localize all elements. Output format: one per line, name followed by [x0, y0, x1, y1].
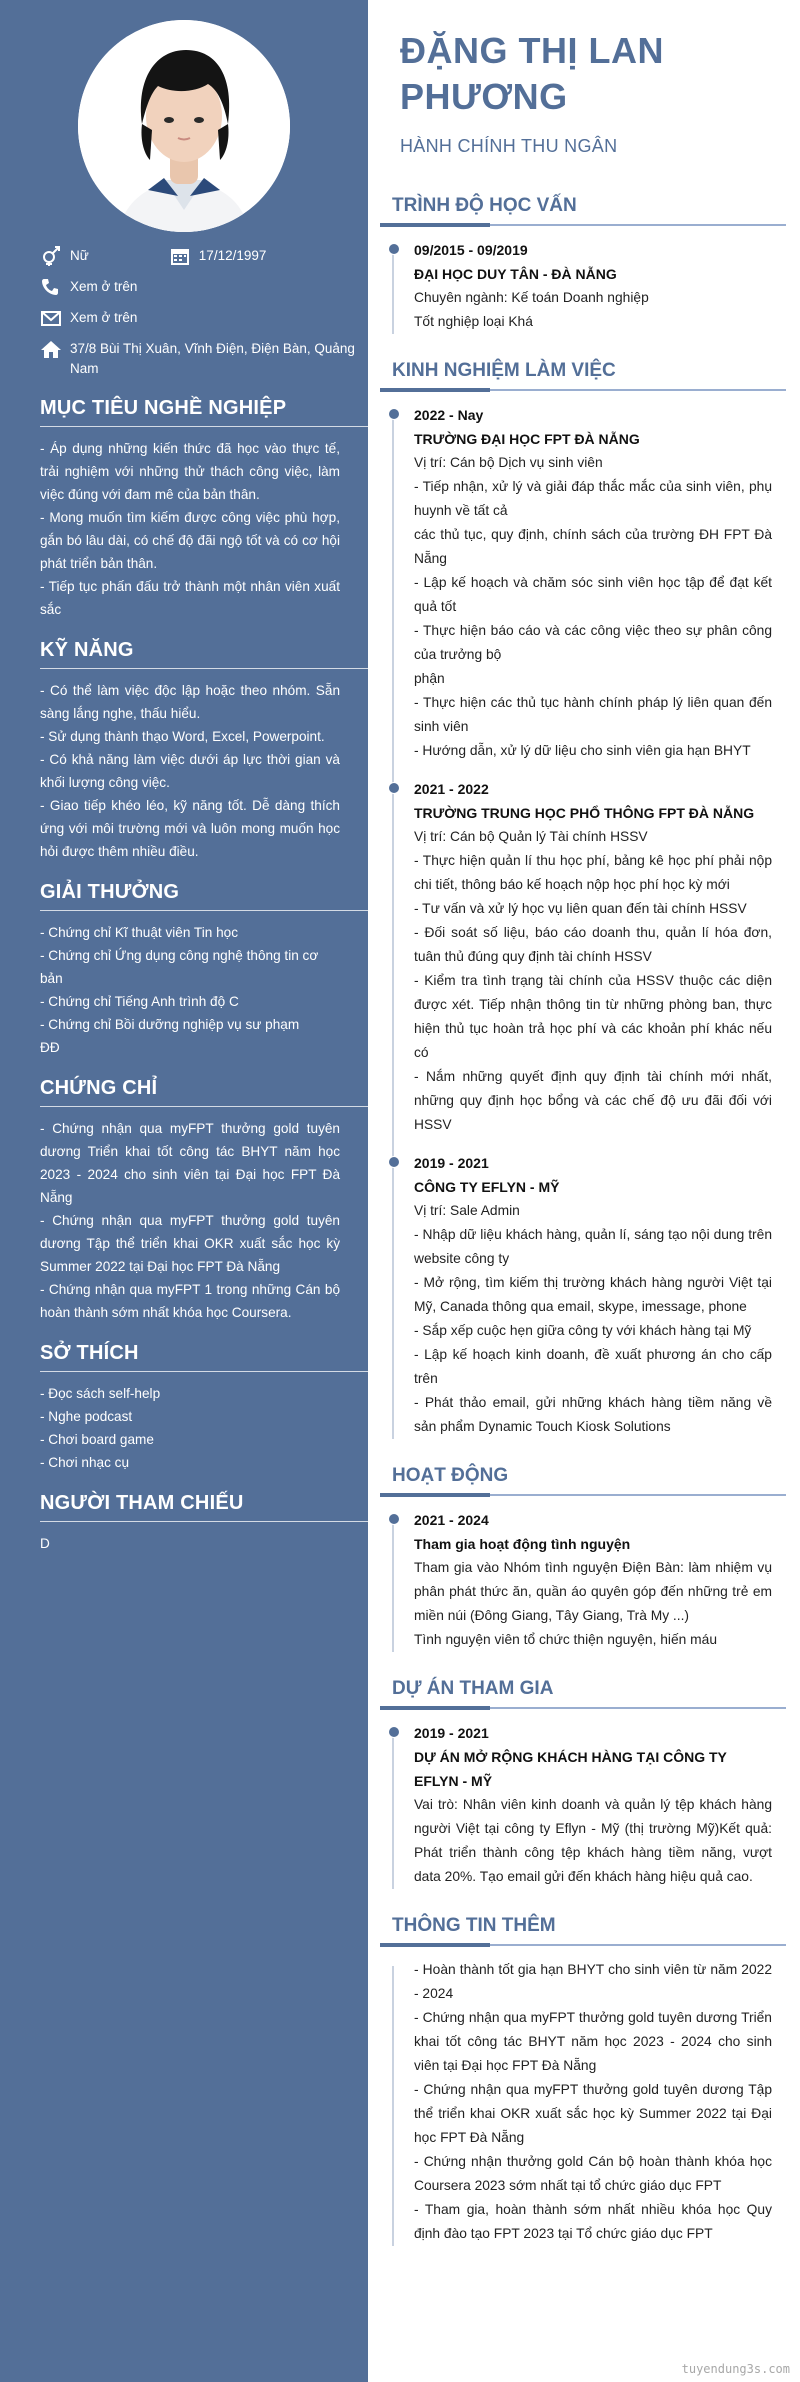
entry-org: ĐẠI HỌC DUY TÂN - ĐÀ NẴNG [414, 266, 617, 282]
entry-org: TRƯỜNG TRUNG HỌC PHỔ THÔNG FPT ĐÀ NẴNG [414, 805, 755, 821]
timeline-entry [414, 238, 772, 334]
personal-info [40, 246, 368, 379]
entry-date: 2021 - 2024 [414, 1512, 489, 1528]
additional-info-section [368, 1915, 800, 2246]
section-divider [380, 1944, 786, 1946]
entry-date: 2021 - 2022 [414, 781, 489, 797]
entry-line: - Chứng nhận thưởng gold Cán bộ hoàn thành khóa học Coursera 2023 sớm nhất tại tổ chức giáo dục FPT [414, 2154, 772, 2193]
list-item: - Sử dụng thành thạo Word, Excel, Powerpoint. [40, 729, 325, 744]
education-section [368, 195, 800, 334]
list-item: - Giao tiếp khéo léo, kỹ năng tốt. Dễ dàng thích ứng với môi trường mới và luôn mong muốn học hỏi được thêm nhiều điều. [40, 798, 340, 859]
entry-line: Tình nguyện viên tổ chức thiện nguyện, hiến máu [414, 1632, 717, 1647]
section-title: SỞ THÍCH [40, 1342, 368, 1372]
gender-icon [40, 246, 62, 266]
timeline-entry [414, 403, 772, 763]
list-item: - Chứng nhận qua myFPT thưởng gold tuyên dương Triển khai tốt công tác BHYT năm học 2023 - 2024 cho sinh viên tại Đại học FPT Đà Nẵng [40, 1121, 340, 1205]
career-objective-section [40, 397, 368, 621]
home-icon [40, 339, 62, 359]
projects-section [368, 1678, 800, 1889]
profile-photo [78, 20, 290, 232]
list-item: - Chứng chỉ Ứng dụng công nghệ thông tin cơ bản [40, 948, 319, 986]
entry-org: Tham gia hoạt động tình nguyện [414, 1536, 631, 1552]
list-item: ĐĐ [40, 1040, 60, 1055]
entry-line: - Lập kế hoạch kinh doanh, đề xuất phương án cho cấp trên [414, 1347, 772, 1386]
calendar-icon [169, 246, 191, 266]
section-title: TRÌNH ĐỘ HỌC VẤN [392, 195, 577, 216]
list-item: D [40, 1536, 50, 1551]
entry-line: - Lập kế hoạch và chăm sóc sinh viên học tập để đạt kết quả tốt [414, 575, 772, 614]
entry-line: - Nhập dữ liệu khách hàng, quản lí, sáng tạo nội dung trên website công ty [414, 1227, 772, 1266]
entry-line: Chuyên ngành: Kế toán Doanh nghiệp [414, 290, 649, 305]
list-item: - Chứng chỉ Bồi dưỡng nghiệp vụ sư phạm [40, 1017, 300, 1032]
section-title: DỰ ÁN THAM GIA [392, 1678, 554, 1699]
list-item: - Chứng chỉ Kĩ thuật viên Tin học [40, 925, 239, 940]
entry-line: - Chứng nhận qua myFPT thưởng gold tuyên dương Triển khai tốt công tác BHYT năm học 2023 - 2024 cho sinh viên tại Đại học FPT Đà Nẵng [414, 2010, 772, 2073]
main-content [368, 0, 800, 2382]
skills-section [40, 639, 368, 863]
list-item: - Đọc sách self-help [40, 1386, 161, 1401]
list-item: - Nghe podcast [40, 1409, 133, 1424]
entry-line: - Thực hiện quản lí thu học phí, bảng kê học phí phải nộp chi tiết, thông báo kế hoạch nộp học phí học kỳ mới [414, 853, 772, 892]
entry-date: 2019 - 2021 [414, 1155, 489, 1171]
entry-line: - Kiểm tra tình trạng tài chính của HSSV thuộc các diện được xét. Tiếp nhận thông tin từ những phòng ban, thực hiện thủ tục hoàn trả học phí và các khoản phí khác nếu có [414, 973, 772, 1060]
activities-section [368, 1465, 800, 1652]
entry-line: - Chứng nhận qua myFPT thưởng gold tuyên dương Tập thể triển khai OKR xuất sắc học kỳ Summer 2022 tại Đại học FPT Đà Nẵng [414, 2082, 772, 2145]
entry-date: 2019 - 2021 [414, 1725, 489, 1741]
certificates-section [40, 1077, 368, 1324]
entry-line: - Thực hiện báo cáo và các công việc theo sự phân công của trưởng bộ [414, 623, 772, 662]
entry-line: Vị trí: Cán bộ Dịch vụ sinh viên [414, 455, 603, 470]
entry-line: - Tư vấn và xử lý học vụ liên quan đến tài chính HSSV [414, 901, 747, 916]
awards-section [40, 881, 368, 1059]
gender-value: Nữ [70, 248, 89, 263]
entry-line: - Phát thảo email, gửi những khách hàng tiềm năng về sản phẩm Dynamic Touch Kiosk Solutions [414, 1395, 772, 1434]
section-title: KỸ NĂNG [40, 639, 368, 669]
birthday-value: 17/12/1997 [198, 248, 267, 263]
entry-line: - Hoàn thành tốt gia hạn BHYT cho sinh viên từ năm 2022 - 2024 [414, 1962, 772, 2001]
entry-date: 09/2015 - 09/2019 [414, 242, 528, 258]
timeline-entry [414, 1151, 772, 1439]
list-item: - Chứng nhận qua myFPT thưởng gold tuyên dương Tập thể triển khai OKR xuất sắc học kỳ Summer 2022 tại Đại học FPT Đà Nẵng [40, 1213, 340, 1274]
timeline-entry [414, 1508, 772, 1652]
entry-line: - Tiếp nhận, xử lý và giải đáp thắc mắc của sinh viên, phụ huynh về tất cả [414, 479, 772, 518]
section-title: THÔNG TIN THÊM [392, 1915, 556, 1936]
list-item: - Chơi board game [40, 1432, 154, 1447]
timeline-entry [414, 777, 772, 1137]
list-item: - Áp dụng những kiến thức đã học vào thực tế, trải nghiệm với những thử thách công việc, làm việc đúng với đam mê của bản thân. [40, 441, 340, 502]
entry-line: - Đối soát số liệu, báo cáo doanh thu, quản lí hóa đơn, tuân thủ đúng quy định tài chính HSSV [414, 925, 772, 964]
email-value: Xem ở trên [70, 310, 138, 325]
name-line-1: ĐẶNG THỊ LAN [400, 30, 664, 71]
phone-icon [40, 277, 62, 297]
section-divider [380, 1494, 786, 1496]
candidate-name [400, 28, 800, 120]
entry-org: TRƯỜNG ĐẠI HỌC FPT ĐÀ NẴNG [414, 431, 640, 447]
timeline-entry [414, 1958, 772, 2246]
list-item: - Có khả năng làm việc dưới áp lực thời gian và khối lượng công việc. [40, 752, 340, 790]
section-title: MỤC TIÊU NGHỀ NGHIỆP [40, 397, 368, 427]
section-title: CHỨNG CHỈ [40, 1077, 368, 1107]
sidebar [0, 0, 368, 2382]
list-item: - Chứng nhận qua myFPT 1 trong những Cán bộ hoàn thành sớm nhất khóa học Coursera. [40, 1282, 340, 1320]
list-item: - Tiếp tục phấn đấu trở thành một nhân viên xuất sắc [40, 579, 340, 617]
entry-line: Vị trí: Sale Admin [414, 1203, 520, 1218]
address-value: 37/8 Bùi Thị Xuân, Vĩnh Điện, Điện Bàn, Quảng Nam [70, 341, 355, 376]
list-item: - Mong muốn tìm kiếm được công việc phù hợp, gắn bó lâu dài, có chế độ đãi ngộ tốt và có cơ hội phát triển bản thân. [40, 510, 340, 571]
section-title: NGƯỜI THAM CHIẾU [40, 1492, 368, 1522]
list-item: - Có thể làm việc độc lập hoặc theo nhóm. Sẵn sàng lắng nghe, thấu hiểu. [40, 683, 340, 721]
experience-section [368, 360, 800, 1439]
section-title: KINH NGHIỆM LÀM VIỆC [392, 360, 616, 381]
entry-org: CÔNG TY EFLYN - MỸ [414, 1179, 560, 1195]
entry-line: - Nắm những quyết định quy định tài chính mới nhất, những quy định học bổng và các chế độ ưu đãi đối với HSSV [414, 1069, 772, 1132]
entry-line: phận [414, 671, 445, 686]
section-divider [380, 224, 786, 226]
list-item: - Chứng chỉ Tiếng Anh trình độ C [40, 994, 239, 1009]
entry-line: - Sắp xếp cuộc hẹn giữa công ty với khách hàng tại Mỹ [414, 1323, 752, 1338]
hobbies-section [40, 1342, 368, 1474]
entry-line: Vai trò: Nhân viên kinh doanh và quản lý tệp khách hàng người Việt tại công ty Eflyn - Mỹ (thị trường Mỹ)Kết quả: Phát triển thành công tệp khách hàng tiềm năng, vượt data 20%. Tạo email gửi đến khách hàng hiệu quả cao. [414, 1797, 772, 1884]
entry-date: 2022 - Nay [414, 407, 484, 423]
entry-line: - Mở rộng, tìm kiếm thị trường khách hàng người Việt tại Mỹ, Canada thông qua email, skype, imessage, phone [414, 1275, 772, 1314]
watermark: tuyendung3s.com [681, 2362, 790, 2376]
entry-line: - Tham gia, hoàn thành sớm nhất nhiều khóa học Quy định đào tạo FPT 2023 tại Tổ chức giáo dục FPT [414, 2202, 772, 2241]
entry-line: các thủ tục, quy định, chính sách của trường ĐH FPT Đà Nẵng [414, 527, 772, 566]
entry-line: Tham gia vào Nhóm tình nguyện Điện Bàn: làm nhiệm vụ phân phát thức ăn, quần áo quyên góp đến những trẻ em miền núi (Đông Giang, Tây Giang, Trà My ...) [414, 1560, 772, 1623]
section-title: GIẢI THƯỞNG [40, 881, 368, 911]
job-title: HÀNH CHÍNH THU NGÂN [400, 136, 618, 156]
entry-org: DỰ ÁN MỞ RỘNG KHÁCH HÀNG TẠI CÔNG TY EFLYN - MỸ [414, 1749, 727, 1789]
section-divider [380, 389, 786, 391]
name-line-2: PHƯƠNG [400, 76, 568, 117]
entry-line: Tốt nghiệp loại Khá [414, 314, 533, 329]
entry-line: Vị trí: Cán bộ Quản lý Tài chính HSSV [414, 829, 648, 844]
entry-line: - Hướng dẫn, xử lý dữ liệu cho sinh viên gia hạn BHYT [414, 743, 751, 758]
references-section [40, 1492, 368, 1555]
list-item: - Chơi nhạc cụ [40, 1455, 130, 1470]
phone-value: Xem ở trên [70, 279, 138, 294]
avatar [78, 20, 290, 232]
email-icon [40, 308, 62, 328]
timeline-entry [414, 1721, 772, 1889]
entry-line: - Thực hiện các thủ tục hành chính pháp lý liên quan đến sinh viên [414, 695, 772, 734]
section-divider [380, 1707, 786, 1709]
section-title: HOẠT ĐỘNG [392, 1465, 509, 1486]
